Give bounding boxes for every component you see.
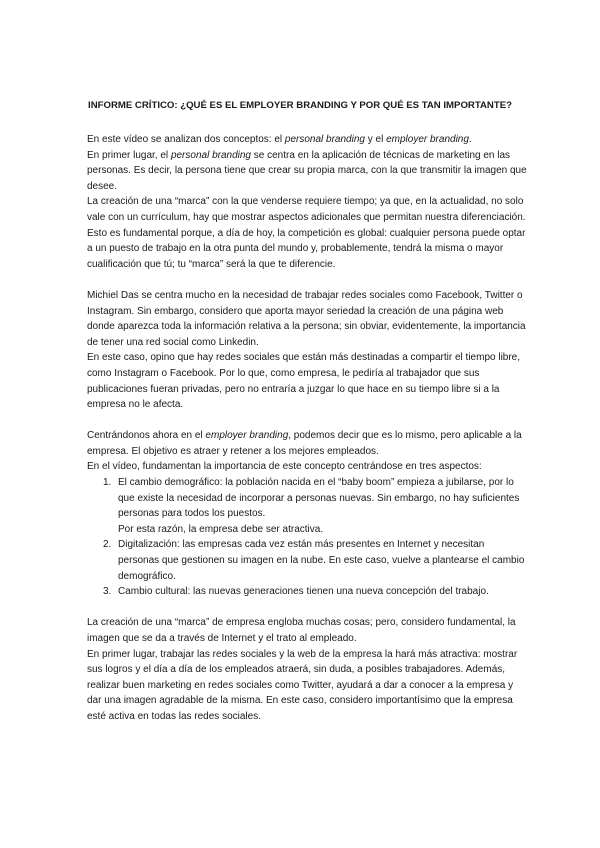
list-number: 1. bbox=[103, 477, 112, 489]
intro-text-3: . bbox=[468, 134, 472, 145]
paragraph-gap bbox=[87, 600, 527, 616]
paragraph-employer-branding bbox=[87, 428, 527, 459]
p7-term: employer branding bbox=[205, 430, 289, 442]
paragraph-personal-branding bbox=[87, 148, 527, 195]
list-item-text: El cambio demográfico: la población nacida en el “baby boom” empieza a jubilarse, por lo que existe la necesidad de incorporar a personas nuevas. Sin embargo, no hay suficientes personas para todos los puestos. bbox=[118, 477, 520, 520]
intro-term-employer-branding: employer branding bbox=[386, 134, 469, 145]
list-item bbox=[87, 584, 527, 600]
intro-text-1: En este vídeo se analizan dos conceptos: el bbox=[87, 134, 285, 145]
paragraph-gap bbox=[87, 272, 527, 288]
paragraph-brand-creation: La creación de una “marca” con la que venderse requiere tiempo; ya que, en la actualidad, no solo vale con un currículum, hay que mostrar aspectos adicionales que permitan nuestra diferenciación. bbox=[87, 196, 526, 223]
paragraph-free-time-networks: En este caso, opino que hay redes sociales que están más destinadas a compartir el tiempo libre, como Instagram o Facebook. Por lo que, como empresa, le pediría al trabajador que sus publicaciones fueran privadas, pero no entraría a juzgar lo que hace en su tiempo libre si a la empresa no le afecta. bbox=[87, 352, 521, 411]
paragraph-global-competition: Esto es fundamental porque, a día de hoy, la competición es global: cualquier persona puede optar a un puesto de trabajo en la otra punta del mundo y, probablemente, tendrá la misma o mayor cualificación que tú; tu “marca” será la que te diferencie. bbox=[87, 227, 526, 270]
list-item bbox=[87, 475, 527, 522]
p7-text-1: Centrándonos ahora en el bbox=[87, 430, 206, 442]
list-item-text: Cambio cultural: las nuevas generaciones tienen una nueva concepción del trabajo. bbox=[118, 586, 489, 598]
p2-text-1: En primer lugar, el bbox=[87, 149, 171, 161]
paragraph-gap bbox=[87, 413, 527, 429]
list-number: 3. bbox=[103, 586, 112, 598]
list-item bbox=[87, 537, 527, 584]
list-item-text: Digitalización: las empresas cada vez están más presentes en Internet y necesitan personas que gestionen su imagen en la nube. En este caso, vuelve a plantearse el cambio demográfico. bbox=[118, 539, 525, 582]
paragraph-social-networks: Michiel Das se centra mucho en la necesidad de trabajar redes sociales como Facebook, Twitter o Instagram. Sin embargo, considero que aporta mayor seriedad la creación de una página web donde aparezca toda la información relativa a la persona; sin obviar, evidentemente, la importancia de tener una red social como Linkedin. bbox=[87, 289, 526, 348]
intro-paragraph bbox=[87, 132, 527, 148]
p2-text-2: se centra en la aplicación de técnicas de marketing en las personas. Es decir, la persona tiene que crear su propia marca, con la que transmitir la imagen que desee. bbox=[87, 149, 527, 192]
document-title: INFORME CRÍTICO: ¿QUÉ ES EL EMPLOYER BRANDING Y POR QUÉ ES TAN IMPORTANTE? bbox=[88, 100, 512, 111]
paragraph-three-aspects: En el vídeo, fundamentan la importancia de este concepto centrándose en tres aspectos: bbox=[87, 461, 482, 473]
paragraph-company-brand: La creación de una “marca” de empresa engloba muchas cosas; pero, considero fundamental, la imagen que se da a través de Internet y el trato al empleado. bbox=[87, 617, 516, 644]
document-body bbox=[87, 132, 527, 725]
paragraph-social-web: En primer lugar, trabajar las redes sociales y la web de la empresa la hará más atractiva: mostrar sus logros y el día a día de los empleados atraerá, sin duda, a posibles trabajadores. Además, realizar buen marketing en redes sociales como Twitter, ayudará a dar a conocer a la empresa y dar una imagen agradable de la misma. En este caso, considero importantísimo que la empresa esté activa en todas las redes sociales. bbox=[87, 648, 518, 722]
intro-term-personal-branding: personal branding bbox=[284, 134, 365, 145]
intro-text-2: y el bbox=[364, 134, 387, 145]
list-number: 2. bbox=[103, 539, 112, 551]
list-item-sub bbox=[87, 522, 527, 538]
list-item-subtext: Por esta razón, la empresa debe ser atractiva. bbox=[118, 523, 324, 535]
p7-text-2: , podemos decir que es lo mismo, pero aplicable a la empresa. El objetivo es atraer y retener a los mejores empleados. bbox=[87, 430, 522, 457]
p2-term: personal branding bbox=[170, 149, 251, 161]
aspects-list bbox=[87, 475, 527, 600]
